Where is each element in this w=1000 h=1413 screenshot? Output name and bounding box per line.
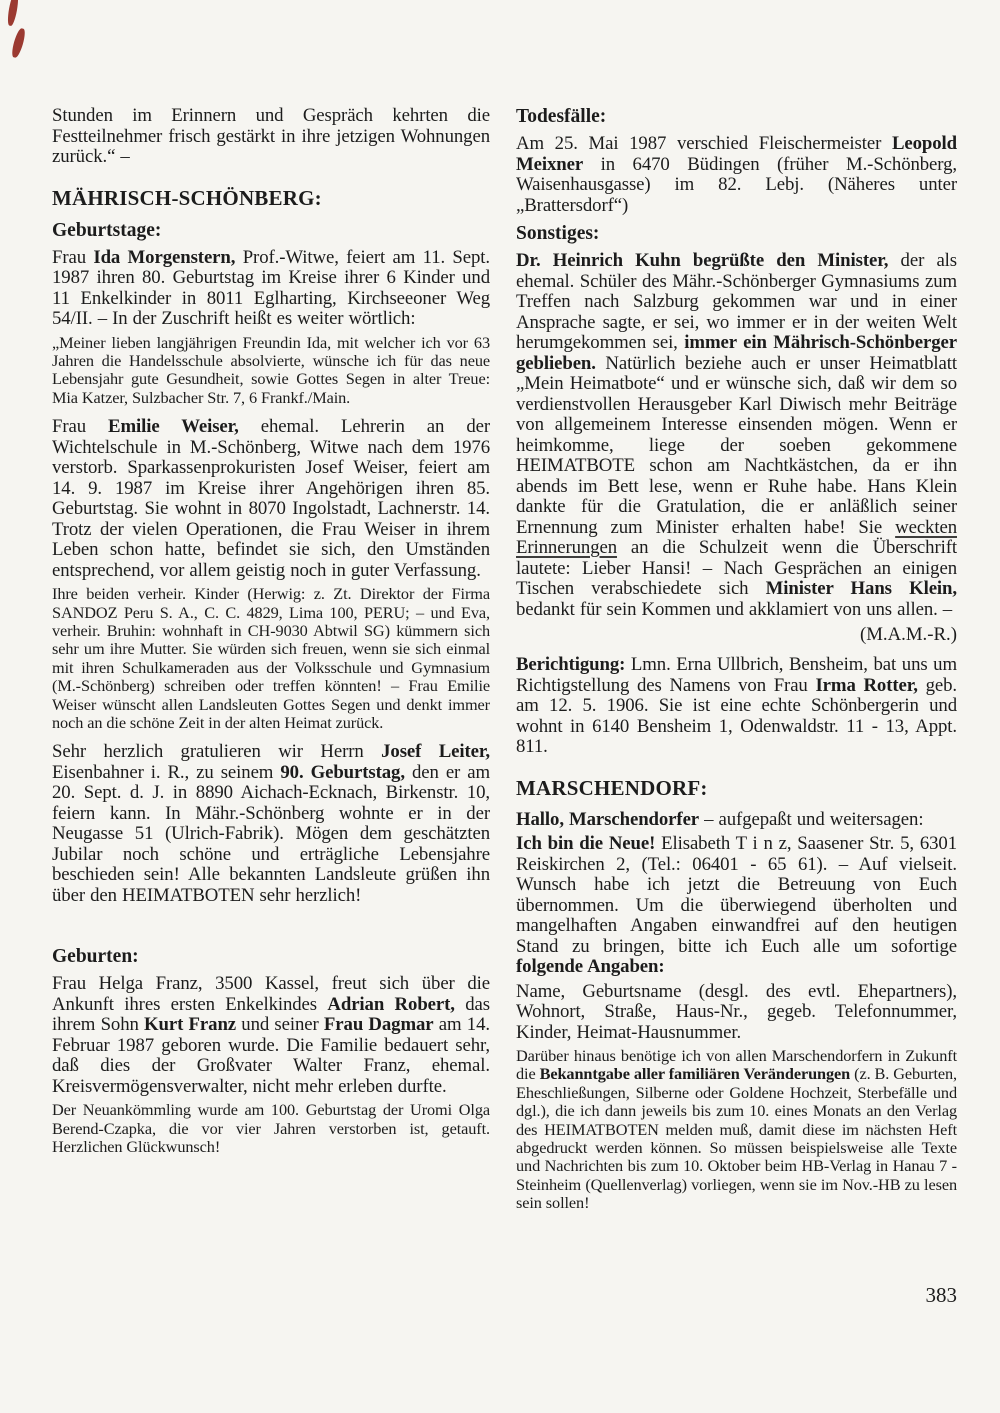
paragraph-emilie-weiser: Frau Emilie Weiser, ehemal. Lehrerin an der Wichtelschule in M.-Schönberg, Witwe nach dem 1976 verstorb. Sparkassenprokuristen Josef Weiser, feiert am 14. 9. 1987 im Kreise ihrer Angehörigen ihren 85. Geburtstag. Sie wohnt in 8070 Ingolstadt, Lachnerstr. 14. Trotz der vielen Operationen, die Frau Weiser in ihrem Leben schon hatte, befindet sie sich, den Umständen entsprechend, vor allem geistig noch in guter Verfassung. (52, 416, 490, 581)
paragraph-berichtigung: Berichtigung: Lmn. Erna Ullbrich, Bensheim, bat uns um Richtigstellung des Namens von Frau Irma Rotter, geb. am 12. 5. 1906. Sie ist eine echte Schönbergerin und wohnt in 6140 Bensheim 1, Odenwaldstr. 11 - 13, Appt. 811. (516, 654, 957, 757)
paragraph-josef-leiter: Sehr herzlich gratulieren wir Herrn Josef Leiter, Eisenbahner i. R., zu seinem 90. Geburtstag, den er am 20. Sept. d. J. in 8890 Aichach-Ecknach, Birkenstr. 10, feiern kann. In Mähr.-Schönberg wohnte er in der Neugasse 51 (Ulrich-Fabrik). Mögen dem geschätzten Jubilar noch schöne und erträgliche Lebensjahre beschieden sein! Alle bekannten Landsleute grüßen ihn über den HEIMATBOTEN sehr herzlich! (52, 741, 490, 906)
paragraph-leopold-meixner: Am 25. Mai 1987 verschied Fleischermeister Leopold Meixner in 6470 Büdingen (früher M.-Schönberg, Waisenhausgasse) im 82. Lebj. (Näheres unter „Brattersdorf“) (516, 133, 957, 216)
heading-todesfaelle: Todesfälle: (516, 106, 607, 127)
heading-geburten: Geburten: (52, 946, 139, 968)
red-ink-mark (10, 27, 27, 58)
paragraph-hallo-marschendorfer: Hallo, Marschendorfer – aufgepaßt und weitersagen: (516, 808, 924, 830)
red-ink-mark (6, 0, 20, 26)
paragraph-weiser-kinder: Ihre beiden verheir. Kinder (Herwig: z. Zt. Direktor der Firma SANDOZ Peru S. A., C. C. 4829, Lima 100, PERU; – und Eva, verheir. Bruhin: wohnhaft in CH-9030 Abtwil SG) kümmern sich sehr um ihre Mutter. Sie würden sich freuen, wenn sie sich einmal mit ihren Schulkameraden aus der Volksschule und Gymnasium (M.-Schönberg) schreiben oder treffen könnten! – Frau Emilie Weiser wünscht allen Landsleuten Gottes Segen und denkt immer noch an die schöne Zeit in der alten Heimat zurück. (52, 584, 490, 732)
signature-initials: (M.A.M.-R.) (859, 624, 957, 645)
page-number: 383 (925, 1283, 957, 1307)
paragraph-ida-morgenstern: Frau Ida Morgenstern, Prof.-Witwe, feiert am 11. Sept. 1987 ihren 80. Geburtstag im Kreise ihrer 6 Kinder und 11 Enkelkinder in 8011 Eglharting, Kirchseeoner Weg 54/II. – In der Zuschrift heißt es weiter wörtlich: (52, 246, 491, 329)
paragraph-bekanntgabe: Darüber hinaus benötige ich von allen Marschendorfern in Zukunft die Bekanntgabe aller familiären Veränderungen (z. B. Geburten, Eheschließungen, Silberne oder Goldene Hochzeit, Sterbefälle und dgl.), die ich dann jeweils bis zum 10. eines Monats an den Verlag des HEIMATBOTEN melden muß, damit diese im nächsten Heft abgedruckt werden können. So müssen beispielsweise alle Texte und Nachrichten bis zum 10. Oktober beim HB-Verlag in Hanau 7 - Steinheim (Quellenverlag) vorliegen, wenn sie im Nov.-HB zu lesen sein sollen! (516, 1046, 958, 1213)
left-column (52, 106, 490, 1161)
paragraph-heinrich-kuhn: Dr. Heinrich Kuhn begrüßte den Minister, der als ehemal. Schüler des Mähr.-Schönberger Gymnasiums zum Treffen nach Salzburg gekommen war und in einer Ansprache sagte, er sei, wo immer er in der weiten Welt herumgekommen sei, immer ein Mährisch-Schönberger geblieben. Natürlich beziehe auch er unser Heimatblatt „Mein Heimatbote“ und er wünsche sich, daß wir dem so verdienstvollen Herausgeber Karl Diwisch mehr Beiträge von allgemeinem Interesse einsenden mögen. Wenn er heimkomme, liege der soeben gekommene HEIMATBOTE schon am Nachtkästchen, da er ihn abends im Bett lese, wenn er Ruhe habe. Hans Klein dankte für die Gratulation, die er anläßlich seiner Ernennung zum Minister erhalten habe! Sie weckten Erinnerungen an die Schulzeit wenn die Überschrift lautete: Lieber Hansi! – Nach Gesprächen an einigen Tischen verabschiedete sich Minister Hans Klein, bedankt für sein Kommen und akklamiert von uns allen. – (516, 250, 958, 620)
right-column (516, 106, 957, 1217)
paragraph-continuation: Stunden im Erinnern und Gespräch kehrten die Festteilnehmer frisch gestärkt in ihre jetzigen Wohnungen zurück.“ – (52, 105, 490, 167)
paragraph-ida-quote: „Meiner lieben langjährigen Freundin Ida, mit welcher ich vor 63 Jahren die Handelsschule absolvierte, wünsche ich für das neue Lebensjahr gute Gesundheit, sowie Gottes Segen in alter Treue: Mia Katzer, Sulzbacher Str. 7, 6 Frankf./Main. (52, 332, 490, 407)
paragraph-helga-franz: Frau Helga Franz, 3500 Kassel, freut sich über die Ankunft ihres ersten Enkelkindes Adrian Robert, das ihrem Sohn Kurt Franz und seiner Frau Dagmar am 14. Februar 1987 geboren wurde. Die Familie bedauert sehr, daß dies der Großvater Walter Franz, ehemal. Kreisvermögensverwalter, nicht mehr erleben durfte. (52, 973, 490, 1097)
heading-maehrisch-schoenberg: MÄHRISCH-SCHÖNBERG: (52, 185, 322, 210)
paragraph-angaben-liste: Name, Geburtsname (desgl. des evtl. Ehepartners), Wohnort, Straße, Haus-Nr., gegeb. Telefonnummer, Kinder, Heimat-Hausnummer. (516, 980, 957, 1043)
paragraph-neuankoemmling: Der Neuankömmling wurde am 100. Geburtstag der Uromi Olga Berend-Czapka, die vor vier Jahren verstorben ist, getauft. Herzlichen Glückwunsch! (52, 1100, 490, 1157)
paragraph-ich-bin-die-neue: Ich bin die Neue! Elisabeth T i n z, Saasener Str. 5, 6301 Reiskirchen 2, (Tel.: 06401 - 65 61). – Auf vielseit. Wunsch habe ich jetzt die Betreuung von Euch übernommen. Um die überwiegend überholten und mangelhaften Angaben einwandfrei auf den heutigen Stand zu bringen, bitte ich Euch alle um sofortige folgende Angaben: (516, 833, 957, 977)
heading-geburtstage: Geburtstage: (52, 219, 162, 241)
heading-marschendorf: MARSCHENDORF: (516, 775, 708, 800)
heading-sonstiges: Sonstiges: (516, 223, 600, 244)
